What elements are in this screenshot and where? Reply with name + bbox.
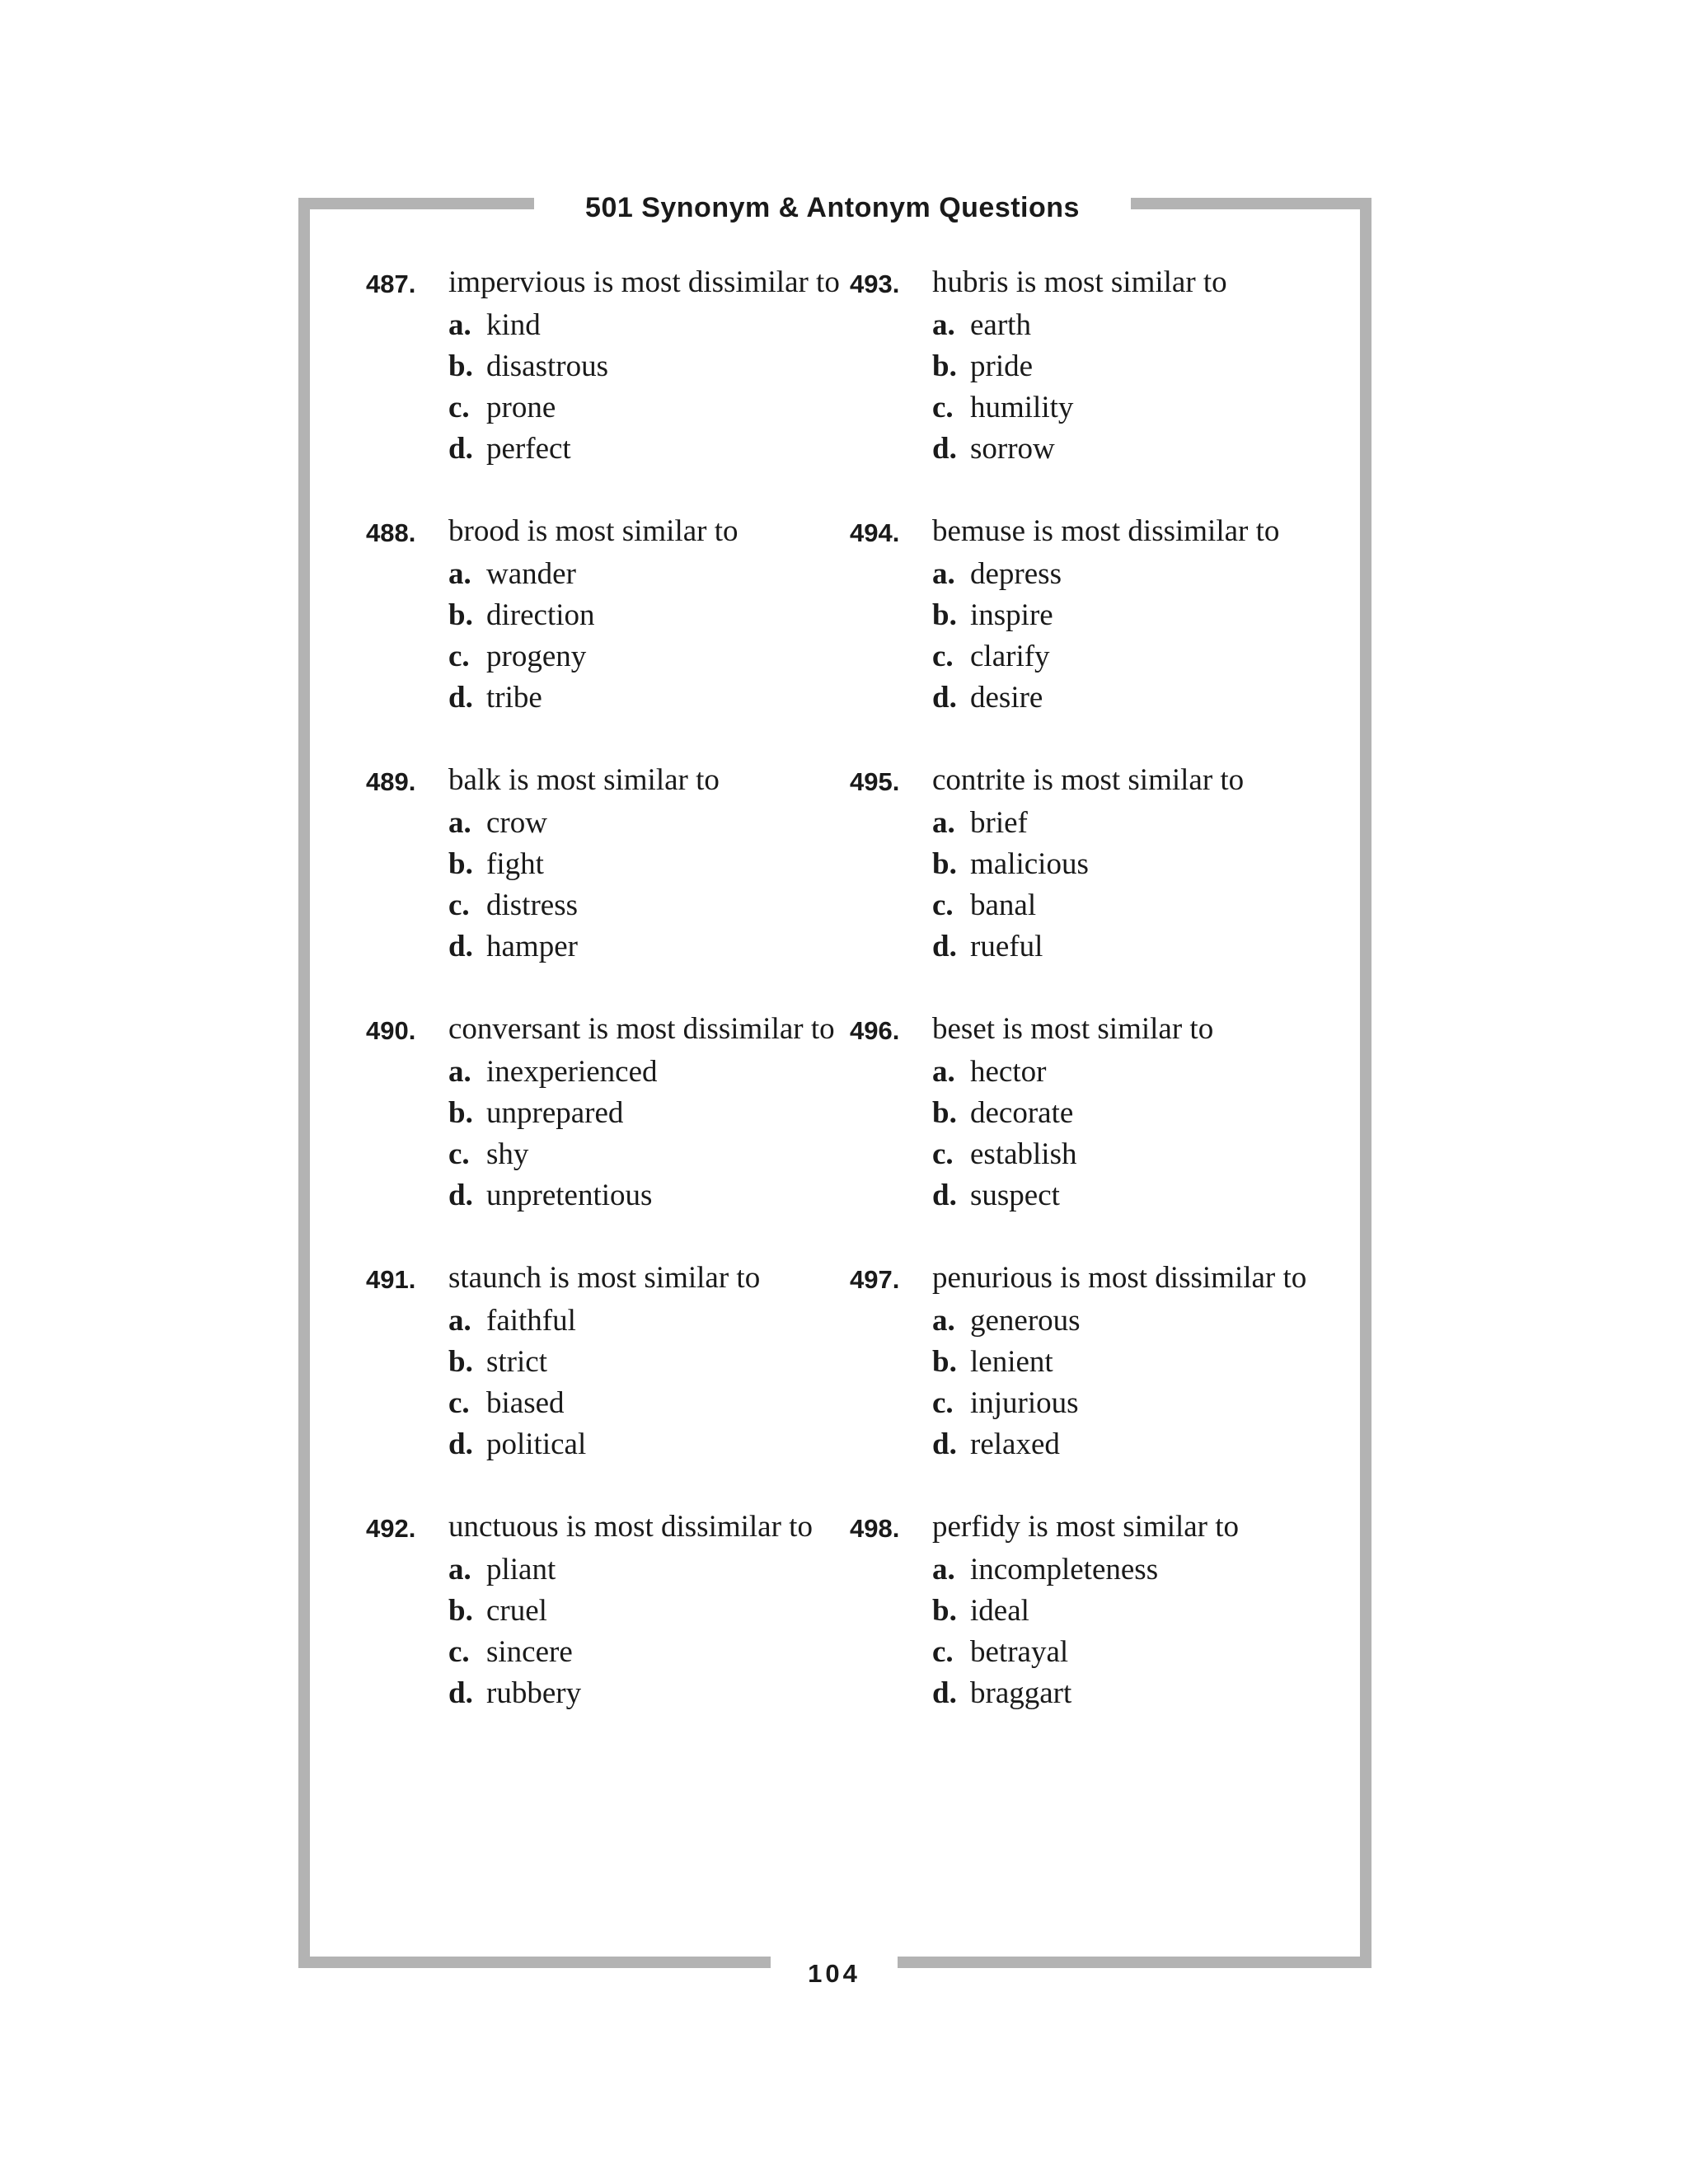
- answer-option: [932, 1134, 1344, 1175]
- question-number: 497.: [850, 1265, 900, 1294]
- option-text: distress: [486, 888, 578, 922]
- question-header: [850, 1507, 1344, 1549]
- option-text: cruel: [486, 1594, 547, 1628]
- option-letter: d.: [448, 681, 473, 715]
- option-letter: b.: [932, 1096, 957, 1130]
- option-letter: b.: [932, 1345, 957, 1379]
- option-text: brief: [970, 806, 1028, 840]
- option-text: sorrow: [970, 432, 1055, 466]
- option-text: relaxed: [970, 1427, 1060, 1461]
- answer-option: [448, 1673, 860, 1714]
- option-letter: c.: [448, 1635, 470, 1669]
- option-text: tribe: [486, 681, 542, 715]
- option-letter: c.: [448, 640, 470, 673]
- answer-options: [366, 1052, 860, 1216]
- option-letter: a.: [932, 308, 955, 342]
- option-letter: b.: [448, 1345, 473, 1379]
- question-column-left: [366, 262, 860, 1755]
- option-text: depress: [970, 557, 1062, 591]
- option-letter: c.: [932, 1635, 954, 1669]
- answer-option: [932, 1673, 1344, 1714]
- answer-option: [448, 1424, 860, 1465]
- option-letter: a.: [448, 308, 471, 342]
- option-letter: a.: [932, 806, 955, 840]
- answer-option: [932, 844, 1344, 885]
- option-letter: b.: [932, 1594, 957, 1628]
- answer-options: [366, 305, 860, 470]
- answer-option: [448, 1134, 860, 1175]
- option-text: sincere: [486, 1635, 573, 1669]
- question-header: [366, 1009, 860, 1052]
- option-letter: b.: [448, 1594, 473, 1628]
- option-letter: b.: [448, 598, 473, 632]
- option-text: hector: [970, 1055, 1047, 1089]
- option-text: pride: [970, 349, 1034, 383]
- answer-option: [932, 305, 1344, 346]
- question-number: 487.: [366, 269, 416, 298]
- question-header: [366, 1258, 860, 1301]
- option-letter: d.: [448, 1676, 473, 1710]
- answer-option: [932, 1549, 1344, 1591]
- question-block: [366, 760, 860, 968]
- question-number: 496.: [850, 1016, 900, 1045]
- page-header-title: 501 Synonym & Antonym Questions: [534, 185, 1131, 230]
- answer-option: [448, 1632, 860, 1673]
- question-column-right: [850, 262, 1344, 1755]
- option-letter: d.: [932, 1427, 957, 1461]
- option-letter: a.: [932, 1304, 955, 1338]
- option-text: wander: [486, 557, 576, 591]
- answer-option: [932, 554, 1344, 595]
- option-text: establish: [970, 1137, 1077, 1171]
- question-stem: conversant is most dissimilar to: [448, 1012, 835, 1046]
- option-text: direction: [486, 598, 595, 632]
- option-text: hamper: [486, 930, 578, 963]
- option-text: inspire: [970, 598, 1053, 632]
- option-text: braggart: [970, 1676, 1072, 1710]
- option-letter: d.: [448, 930, 473, 963]
- answer-option: [932, 803, 1344, 844]
- answer-options: [850, 305, 1344, 470]
- option-letter: c.: [448, 391, 470, 424]
- question-header: [850, 262, 1344, 305]
- option-letter: b.: [448, 349, 473, 383]
- answer-option: [932, 1591, 1344, 1632]
- option-text: suspect: [970, 1179, 1060, 1212]
- question-stem: hubris is most similar to: [932, 265, 1227, 299]
- question-stem: penurious is most dissimilar to: [932, 1261, 1307, 1295]
- question-number: 494.: [850, 518, 900, 547]
- answer-options: [850, 1052, 1344, 1216]
- answer-option: [448, 636, 860, 677]
- answer-option: [448, 554, 860, 595]
- question-block: [366, 1507, 860, 1714]
- option-text: unpretentious: [486, 1179, 653, 1212]
- option-letter: b.: [448, 847, 473, 881]
- answer-option: [932, 1383, 1344, 1424]
- option-letter: c.: [448, 1386, 470, 1420]
- answer-option: [932, 595, 1344, 636]
- option-letter: c.: [932, 888, 954, 922]
- option-text: shy: [486, 1137, 529, 1171]
- question-stem: bemuse is most dissimilar to: [932, 514, 1280, 548]
- answer-options: [366, 1549, 860, 1714]
- option-letter: d.: [932, 432, 957, 466]
- option-letter: a.: [448, 557, 471, 591]
- option-letter: d.: [932, 1179, 957, 1212]
- option-text: clarify: [970, 640, 1050, 673]
- option-text: rubbery: [486, 1676, 582, 1710]
- question-number: 491.: [366, 1265, 416, 1294]
- option-text: prone: [486, 391, 556, 424]
- option-text: earth: [970, 308, 1031, 342]
- page-number: 104: [771, 1952, 898, 1996]
- question-block: [850, 511, 1344, 719]
- question-stem: balk is most similar to: [448, 763, 720, 797]
- option-text: faithful: [486, 1304, 576, 1338]
- option-text: biased: [486, 1386, 565, 1420]
- option-text: ideal: [970, 1594, 1029, 1628]
- answer-option: [932, 1632, 1344, 1673]
- question-block: [850, 760, 1344, 968]
- option-letter: a.: [932, 557, 955, 591]
- option-letter: a.: [448, 806, 471, 840]
- question-number: 495.: [850, 767, 900, 796]
- answer-option: [448, 1342, 860, 1383]
- question-header: [850, 1258, 1344, 1301]
- answer-option: [448, 1591, 860, 1632]
- answer-options: [850, 803, 1344, 968]
- option-letter: b.: [932, 598, 957, 632]
- answer-options: [366, 803, 860, 968]
- option-text: progeny: [486, 640, 587, 673]
- question-stem: perfidy is most similar to: [932, 1510, 1240, 1544]
- question-header: [366, 1507, 860, 1549]
- option-text: humility: [970, 391, 1074, 424]
- option-letter: c.: [448, 1137, 470, 1171]
- question-stem: brood is most similar to: [448, 514, 738, 548]
- option-text: pliant: [486, 1553, 556, 1586]
- answer-option: [448, 595, 860, 636]
- question-number: 489.: [366, 767, 416, 796]
- question-block: [850, 1009, 1344, 1216]
- question-stem: contrite is most similar to: [932, 763, 1245, 797]
- answer-option: [448, 803, 860, 844]
- question-block: [850, 1258, 1344, 1465]
- answer-option: [932, 1175, 1344, 1216]
- option-text: injurious: [970, 1386, 1079, 1420]
- option-text: crow: [486, 806, 547, 840]
- option-letter: a.: [448, 1553, 471, 1586]
- answer-option: [448, 844, 860, 885]
- option-text: fight: [486, 847, 544, 881]
- answer-option: [932, 1052, 1344, 1093]
- question-header: [366, 262, 860, 305]
- answer-option: [932, 429, 1344, 470]
- option-text: kind: [486, 308, 541, 342]
- answer-option: [932, 1093, 1344, 1134]
- answer-options: [850, 554, 1344, 719]
- option-text: desire: [970, 681, 1043, 715]
- question-stem: staunch is most similar to: [448, 1261, 761, 1295]
- answer-option: [932, 1301, 1344, 1342]
- answer-option: [448, 429, 860, 470]
- question-header: [850, 511, 1344, 554]
- question-header: [850, 1009, 1344, 1052]
- option-letter: b.: [932, 349, 957, 383]
- question-stem: impervious is most dissimilar to: [448, 265, 840, 299]
- answer-option: [448, 677, 860, 719]
- option-text: malicious: [970, 847, 1089, 881]
- option-text: generous: [970, 1304, 1081, 1338]
- answer-option: [932, 926, 1344, 968]
- option-letter: d.: [932, 681, 957, 715]
- option-text: disastrous: [486, 349, 608, 383]
- question-header: [366, 511, 860, 554]
- option-text: unprepared: [486, 1096, 624, 1130]
- option-letter: c.: [932, 640, 954, 673]
- question-stem: unctuous is most dissimilar to: [448, 1510, 813, 1544]
- option-letter: d.: [932, 930, 957, 963]
- option-letter: c.: [932, 1386, 954, 1420]
- answer-option: [448, 387, 860, 429]
- answer-option: [448, 346, 860, 387]
- option-text: incompleteness: [970, 1553, 1159, 1586]
- question-number: 488.: [366, 518, 416, 547]
- answer-option: [932, 346, 1344, 387]
- option-text: betrayal: [970, 1635, 1069, 1669]
- question-header: [850, 760, 1344, 803]
- question-block: [366, 1258, 860, 1465]
- answer-options: [850, 1549, 1344, 1714]
- answer-option: [448, 885, 860, 926]
- answer-options: [366, 1301, 860, 1465]
- answer-option: [448, 1052, 860, 1093]
- option-letter: b.: [448, 1096, 473, 1130]
- question-number: 498.: [850, 1514, 900, 1543]
- option-text: decorate: [970, 1096, 1074, 1130]
- question-stem: beset is most similar to: [932, 1012, 1214, 1046]
- answer-option: [932, 1424, 1344, 1465]
- option-letter: c.: [932, 1137, 954, 1171]
- answer-option: [448, 1383, 860, 1424]
- answer-option: [932, 1342, 1344, 1383]
- answer-option: [932, 636, 1344, 677]
- question-block: [366, 262, 860, 470]
- answer-option: [448, 1093, 860, 1134]
- option-text: strict: [486, 1345, 547, 1379]
- option-text: banal: [970, 888, 1037, 922]
- option-letter: d.: [932, 1676, 957, 1710]
- answer-option: [448, 926, 860, 968]
- option-letter: d.: [448, 432, 473, 466]
- question-block: [366, 511, 860, 719]
- option-letter: d.: [448, 1179, 473, 1212]
- question-header: [366, 760, 860, 803]
- answer-option: [932, 885, 1344, 926]
- answer-option: [448, 1549, 860, 1591]
- option-text: rueful: [970, 930, 1043, 963]
- answer-option: [932, 387, 1344, 429]
- option-text: inexperienced: [486, 1055, 658, 1089]
- question-block: [850, 262, 1344, 470]
- option-text: lenient: [970, 1345, 1053, 1379]
- option-letter: a.: [932, 1553, 955, 1586]
- option-text: perfect: [486, 432, 571, 466]
- answer-option: [448, 1301, 860, 1342]
- option-letter: c.: [448, 888, 470, 922]
- option-letter: a.: [932, 1055, 955, 1089]
- option-letter: a.: [448, 1304, 471, 1338]
- option-letter: c.: [932, 391, 954, 424]
- question-number: 493.: [850, 269, 900, 298]
- question-block: [366, 1009, 860, 1216]
- question-number: 490.: [366, 1016, 416, 1045]
- answer-options: [366, 554, 860, 719]
- answer-options: [850, 1301, 1344, 1465]
- answer-option: [448, 305, 860, 346]
- answer-option: [448, 1175, 860, 1216]
- question-number: 492.: [366, 1514, 416, 1543]
- option-letter: a.: [448, 1055, 471, 1089]
- option-letter: b.: [932, 847, 957, 881]
- question-block: [850, 1507, 1344, 1714]
- option-text: political: [486, 1427, 587, 1461]
- option-letter: d.: [448, 1427, 473, 1461]
- answer-option: [932, 677, 1344, 719]
